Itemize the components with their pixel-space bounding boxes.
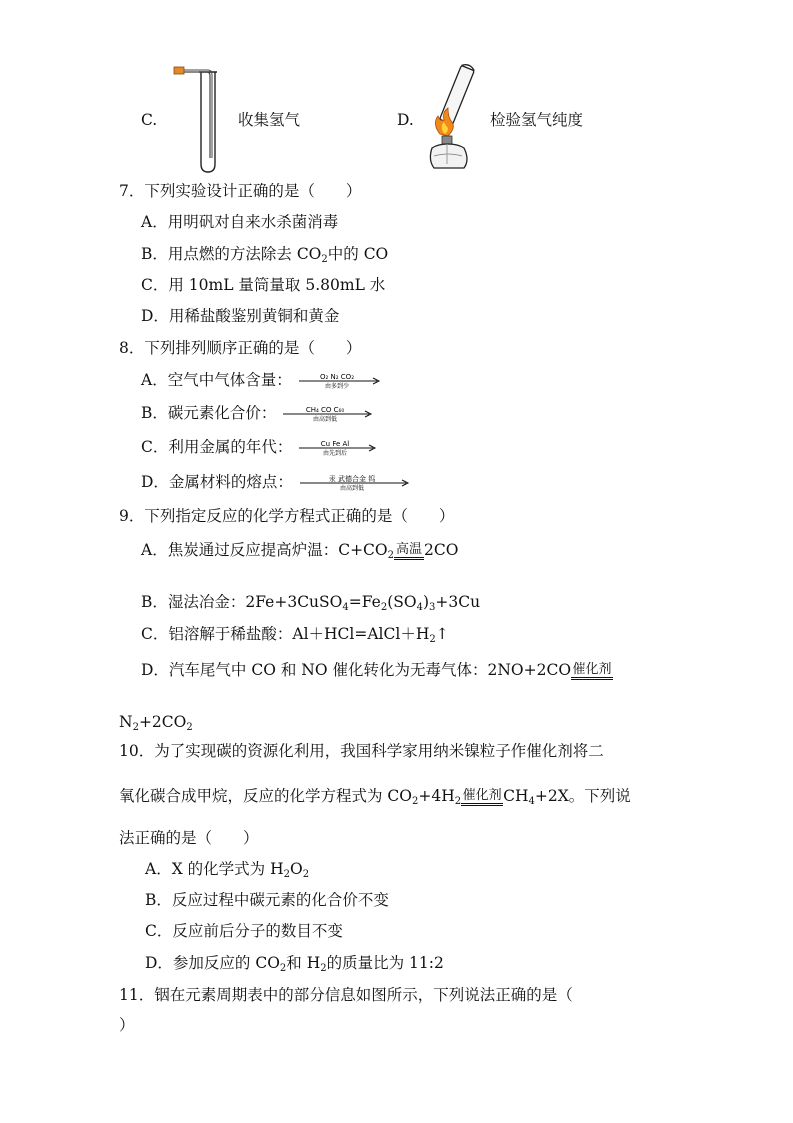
svg-text:由多到少: 由多到少: [324, 383, 349, 390]
q8-a-order-arrow-icon: [297, 372, 381, 390]
q8-option-a: A．空气中气体含量： O₂ N₂ CO₂ 由多到少: [141, 370, 381, 390]
q7-stem: 7．下列实验设计正确的是（ ）: [119, 182, 362, 200]
alcohol-lamp-test-tube-icon: [418, 64, 484, 176]
q11-stem-line2: ）: [119, 1016, 135, 1034]
q10-option-c: C．反应前后分子的数目不变: [145, 922, 343, 940]
q9-option-d-product: $N_2+2CO_2$: [119, 713, 193, 733]
q9-option-d: D．汽车尾气中 CO 和 NO 催化转化为无毒气体：2NO+2CO 催化剂: [141, 661, 612, 679]
q10-stem-line1: 10．为了实现碳的资源化利用，我国科学家用纳米镍粒子作催化剂将二: [119, 742, 604, 760]
q7-option-a: A．用明矾对自来水杀菌消毒: [141, 213, 339, 231]
q9-option-b: B．湿法冶金：$2Fe+3CuSO_4=Fe_2(SO_4)_3+3Cu$: [141, 593, 481, 613]
q7-option-c: C．用 10mL 量筒量取 5.80mL 水: [141, 276, 386, 294]
q8-option-c: C．利用金属的年代： Cu Fe Al 由先到后: [141, 437, 377, 457]
q8-c-order-arrow-icon: [297, 439, 377, 457]
q9-stem: 9．下列指定反应的化学方程式正确的是（ ）: [119, 507, 455, 525]
q7-option-b: B．用点燃的方法除去 $CO_2$中的 CO: [141, 245, 389, 265]
q10-stem-line2: 氧化碳合成甲烷，反应的化学方程式为 $CO_2+4H_2$ 催化剂 $CH_4+2X$。下列说: [119, 787, 631, 807]
hydrogen-collection-tube-icon: [168, 62, 220, 174]
q8-b-order-arrow-icon: [281, 405, 373, 423]
q8-d-order-arrow-icon: [298, 474, 410, 492]
option-c-letter: C.: [141, 111, 158, 129]
q10-option-d: D．参加反应的 $CO_2$和 $H_2$的质量比为 11:2: [145, 954, 444, 974]
svg-text:由高到低: 由高到低: [339, 485, 364, 492]
svg-text:汞 武德合金 钨: 汞 武德合金 钨: [328, 475, 376, 483]
q7-option-d: D．用稀盐酸鉴别黄铜和黄金: [141, 307, 340, 325]
q8-stem: 8．下列排列顺序正确的是（ ）: [119, 339, 362, 357]
option-c-text: 收集氢气: [238, 111, 301, 129]
q10-stem-line3: 法正确的是（ ）: [119, 829, 259, 847]
q10-option-a: A．X 的化学式为 $H_2O_2$: [145, 860, 310, 880]
option-d-text: 检验氢气纯度: [490, 111, 584, 129]
q10-option-b: B．反应过程中碳元素的化合价不变: [145, 891, 389, 909]
q8-option-b: B．碳元素化合价： CH₄ CO C₆₀ 由高到低: [141, 403, 373, 423]
svg-text:由高到低: 由高到低: [313, 416, 338, 423]
option-d-letter: D.: [397, 111, 414, 129]
q11-stem-line1: 11．铟在元素周期表中的部分信息如图所示，下列说法正确的是（: [119, 986, 573, 1004]
svg-text:CH₄ CO C₆₀: CH₄ CO C₆₀: [306, 406, 345, 414]
q9-option-c: C．铝溶解于稀盐酸：$Al+HCl=AlCl+H_2↑$: [141, 625, 449, 645]
q9-option-a: A．焦炭通过反应提高炉温：$C+CO_2$ 高温 2CO: [141, 541, 459, 561]
svg-text:由先到后: 由先到后: [323, 450, 348, 457]
svg-text:O₂ N₂ CO₂: O₂ N₂ CO₂: [319, 373, 354, 381]
q8-option-d: D．金属材料的熔点： 汞 武德合金 钨 由高到低: [141, 472, 410, 492]
svg-text:Cu Fe Al: Cu Fe Al: [321, 440, 350, 448]
